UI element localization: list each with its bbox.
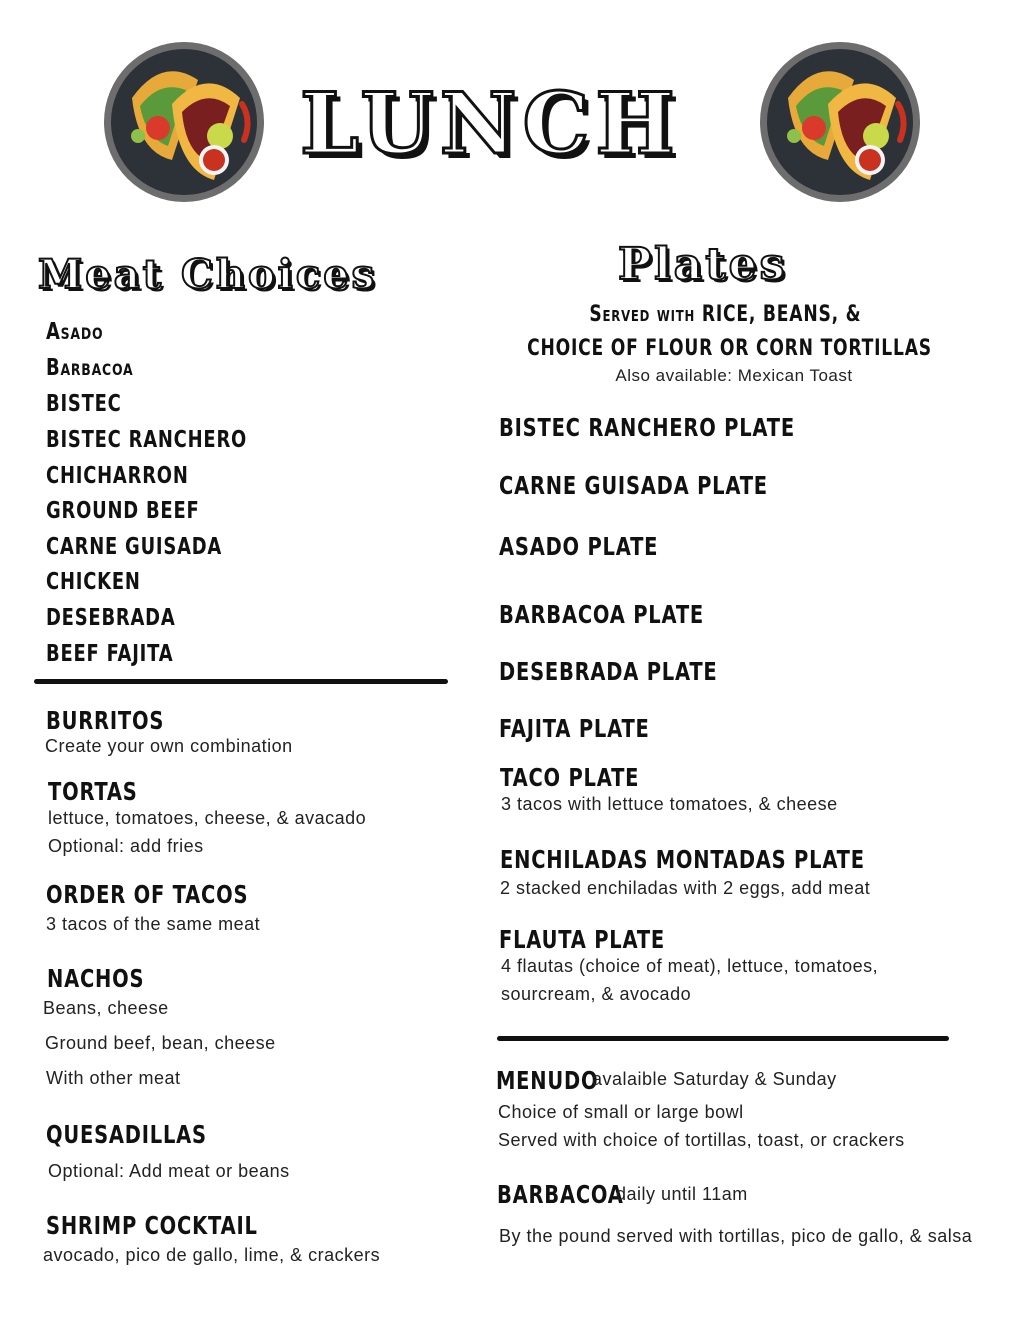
shrimp-cocktail-title: SHRIMP COCKTAIL (46, 1211, 258, 1240)
quesadillas-desc: Optional: Add meat or beans (48, 1161, 290, 1181)
barbacoa-availability: daily until 11am (616, 1184, 748, 1204)
meat-item-desebrada: DESEBRADA (46, 605, 176, 631)
meat-item-bistec-ranchero: BISTEC RANCHERO (46, 427, 248, 453)
meat-item-asado: Asado (46, 319, 104, 345)
shrimp-cocktail-desc: avocado, pico de gallo, lime, & crackers (43, 1245, 381, 1265)
plate-flauta-desc: 4 flautas (choice of meat), lettuce, tomatoes, (501, 956, 879, 976)
plate-flauta-desc-2: sourcream, & avocado (501, 984, 692, 1004)
barbacoa-row (497, 1180, 748, 1210)
nachos-option: Beans, cheese (43, 998, 169, 1018)
plate-flauta: FLAUTA PLATE (499, 925, 666, 954)
plate-taco: TACO PLATE (500, 763, 640, 792)
tortas-title: TORTAS (48, 777, 138, 806)
order-of-tacos-title: ORDER OF TACOS (46, 880, 249, 909)
burritos-title: BURRITOS (46, 706, 165, 735)
plate-enchiladas-desc: 2 stacked enchiladas with 2 eggs, add meat (500, 878, 871, 898)
plate-carne-guisada: CARNE GUISADA PLATE (499, 471, 768, 500)
plate-asado: ASADO PLATE (499, 532, 659, 561)
meat-item-beef-fajita: BEEF FAJITA (46, 641, 174, 667)
served-with-line-1: Served with RICE, BEANS, & (588, 302, 862, 327)
menudo-desc: Choice of small or large bowl (498, 1102, 744, 1122)
quesadillas-title: QUESADILLAS (46, 1120, 207, 1149)
menudo-title: MENUDO (496, 1066, 599, 1095)
barbacoa-title: BARBACOA (497, 1180, 624, 1209)
taco-plate-icon (758, 40, 922, 204)
tortas-optional: Optional: add fries (48, 836, 204, 856)
plate-desebrada: DESEBRADA PLATE (499, 657, 718, 686)
plate-enchiladas-montadas: ENCHILADAS MONTADAS PLATE (500, 845, 865, 874)
taco-plate-icon (102, 40, 266, 204)
meat-item-ground-beef: GROUND BEEF (46, 498, 200, 524)
meat-item-carne-guisada: CARNE GUISADA (46, 534, 223, 560)
right-divider (497, 1036, 949, 1041)
order-of-tacos-desc: 3 tacos of the same meat (46, 914, 261, 934)
page-title: LUNCH (300, 74, 681, 173)
burritos-desc: Create your own combination (45, 736, 293, 756)
meat-item-barbacoa: Barbacoa (46, 355, 134, 381)
served-with-line-2: CHOICE OF FLOUR OR CORN TORTILLAS (527, 336, 932, 361)
barbacoa-desc: By the pound served with tortillas, pico de gallo, & salsa (499, 1226, 973, 1246)
plate-bistec-ranchero: BISTEC RANCHERO PLATE (499, 413, 795, 442)
menudo-availability: avalaible Saturday & Sunday (592, 1069, 837, 1089)
plates-heading: Plates (618, 239, 788, 290)
nachos-title: NACHOS (47, 964, 145, 993)
nachos-option: Ground beef, bean, cheese (45, 1033, 276, 1053)
tortas-desc: lettuce, tomatoes, cheese, & avacado (48, 808, 367, 828)
menudo-desc-2: Served with choice of tortillas, toast, or crackers (498, 1130, 905, 1150)
plate-barbacoa: BARBACOA PLATE (499, 600, 705, 629)
nachos-option: With other meat (46, 1068, 181, 1088)
left-divider (34, 679, 448, 684)
menudo-row (496, 1066, 837, 1096)
plate-fajita: FAJITA PLATE (499, 714, 650, 743)
plate-illustration-left (102, 40, 266, 208)
meat-item-chicken: CHICKEN (46, 569, 141, 595)
meat-item-bistec: BISTEC (46, 391, 122, 417)
meat-item-chicharron: CHICHARRON (46, 463, 189, 489)
meat-choices-heading: Meat Choices (38, 251, 378, 298)
also-available-note: Also available: Mexican Toast (615, 366, 853, 385)
plate-taco-desc: 3 tacos with lettuce tomatoes, & cheese (501, 794, 838, 814)
plate-illustration-right (758, 40, 922, 208)
